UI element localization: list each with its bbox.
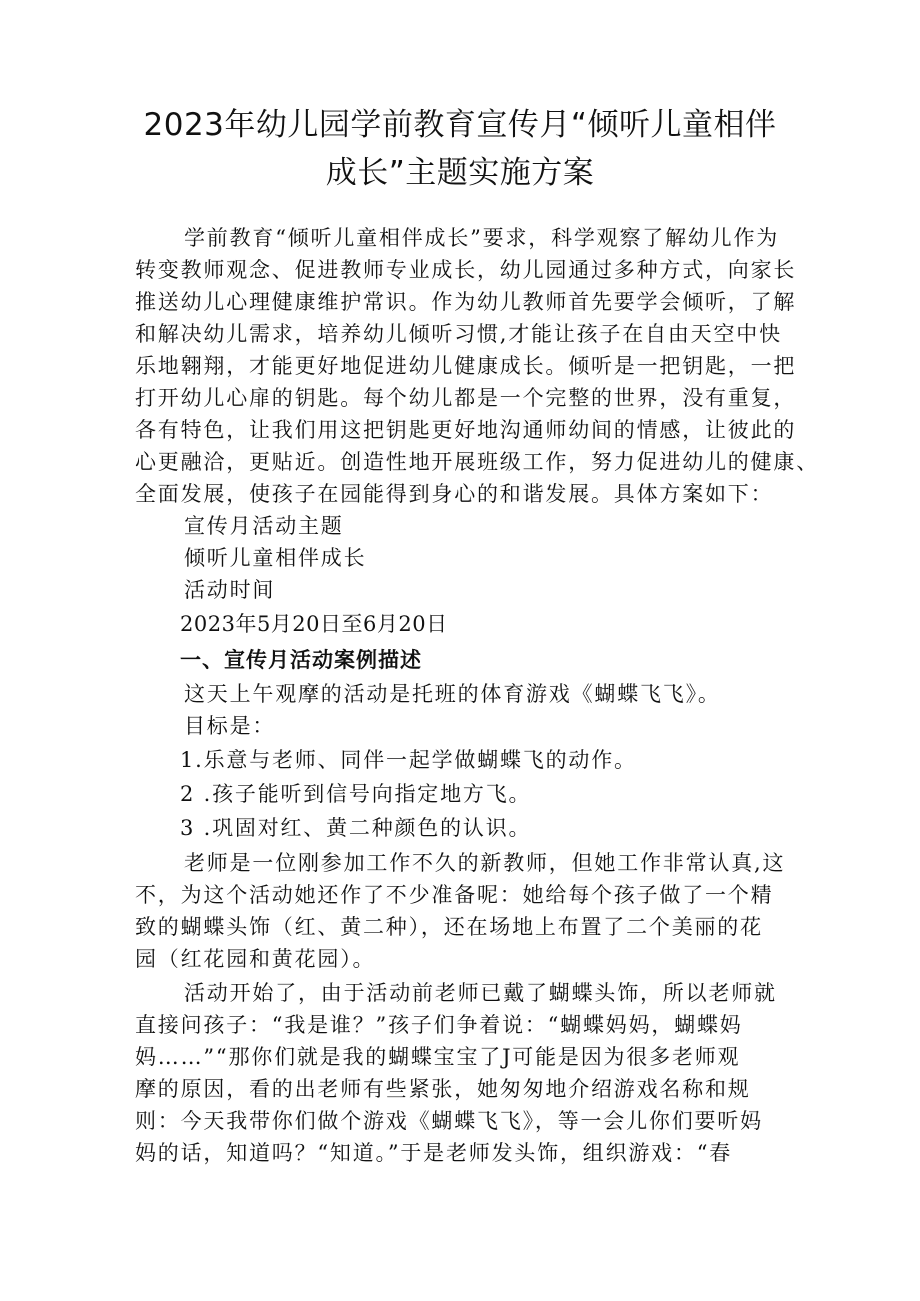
goal-item: 3 .巩固对红、黄二种颜色的认识。 bbox=[180, 816, 532, 840]
intro-line: 打开幼儿心扉的钥匙。每个幼儿都是一个完整的世界，没有重复， bbox=[135, 386, 797, 410]
paragraph-2-line: 不，为这个活动她还作了不少准备呢：她给每个孩子做了一个精 bbox=[135, 883, 774, 907]
intro-line: 转变教师观念、促进教师专业成长，幼儿园通过多种方式，向家长 bbox=[135, 258, 797, 282]
intro-line: 和解决幼儿需求，培养幼儿倾听习惯,才能让孩子在自由天空中快 bbox=[135, 322, 782, 346]
time-label: 活动时间 bbox=[184, 578, 276, 602]
paragraph-2-line: 园（红花园和黄花园）。 bbox=[135, 947, 376, 971]
intro-line: 心更融洽，更贴近。创造性地开展班级工作，努力促进幼儿的健康、 bbox=[135, 450, 819, 474]
section-1-heading: 一、宣传月活动案例描述 bbox=[180, 648, 422, 672]
paragraph-2-line: 致的蝴蝶头饰（红、黄二种），还在场地上布置了二个美丽的花 bbox=[135, 915, 763, 939]
intro-line: 学前教育“倾听儿童相伴成长”要求，科学观察了解幼儿作为 bbox=[184, 226, 780, 250]
paragraph-3-line: 直接问孩子：“我是谁？”孩子们争着说：“蝴蝶妈妈，蝴蝶妈 bbox=[135, 1013, 743, 1037]
paragraph-3-line: 妈的话，知道吗？“知道。”于是老师发头饰，组织游戏：“春 bbox=[135, 1141, 733, 1165]
intro-line: 推送幼儿心理健康维护常识。作为幼儿教师首先要学会倾听，了解 bbox=[135, 290, 797, 314]
goal-item: 1.乐意与老师、同伴一起学做蝴蝶飞的动作。 bbox=[180, 748, 637, 772]
paragraph-3-line: 摩的原因，看的出老师有些紧张，她匆匆地介绍游戏名称和规 bbox=[135, 1077, 751, 1101]
goal-item: 2 .孩子能听到信号向指定地方飞。 bbox=[180, 782, 532, 806]
document-title-line-2: 成长”主题实施方案 bbox=[325, 155, 595, 191]
paragraph-3-line: 活动开始了，由于活动前老师已戴了蝴蝶头饰，所以老师就 bbox=[184, 981, 777, 1005]
paragraph-3-line: 则：今天我带你们做个游戏《蝴蝶飞飞》，等一会儿你们要听妈 bbox=[135, 1109, 763, 1133]
intro-line: 乐地翱翔，才能更好地促进幼儿健康成长。倾听是一把钥匙，一把 bbox=[135, 354, 797, 378]
goals-label: 目标是： bbox=[184, 714, 276, 738]
intro-line: 全面发展，使孩子在园能得到身心的和谐发展。具体方案如下： bbox=[135, 482, 774, 506]
theme-label: 宣传月活动主题 bbox=[184, 514, 344, 538]
paragraph-2-line: 老师是一位刚参加工作不久的新教师，但她工作非常认真,这 bbox=[184, 851, 786, 875]
time-value: 2023年5月20日至6月20日 bbox=[180, 612, 448, 636]
case-intro: 这天上午观摩的活动是托班的体育游戏《蝴蝶飞飞》。 bbox=[184, 682, 721, 706]
paragraph-3-line: 妈……”“那你们就是我的蝴蝶宝宝了J可能是因为很多老师观 bbox=[135, 1045, 741, 1069]
theme-value: 倾听儿童相伴成长 bbox=[184, 546, 367, 570]
intro-line: 各有特色，让我们用这把钥匙更好地沟通师幼间的情感，让彼此的 bbox=[135, 418, 797, 442]
document-title-line-1: 2023年幼儿园学前教育宣传月“倾听儿童相伴 bbox=[143, 107, 777, 143]
